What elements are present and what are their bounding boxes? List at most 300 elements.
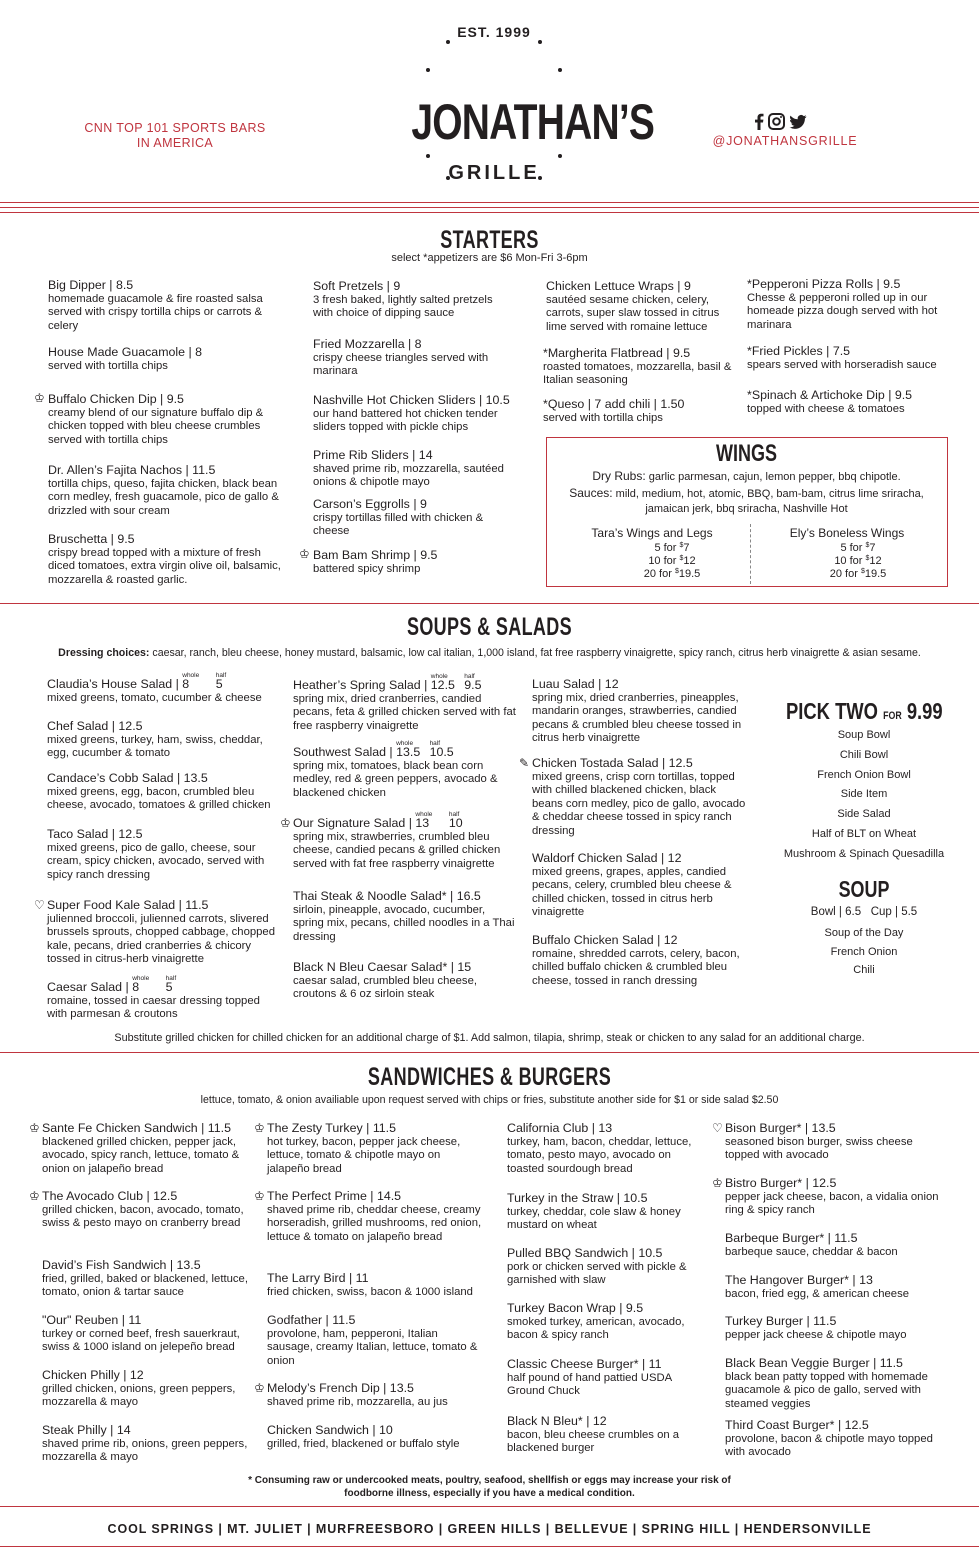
item-name: Bistro Burger* | 12.5 — [725, 1176, 837, 1190]
divider — [0, 202, 979, 203]
item-name: Chicken Philly | 12 — [42, 1368, 144, 1382]
wing-price: 12 — [869, 555, 882, 567]
half-price-value: 10 — [448, 816, 463, 830]
item-name: Carson’s Eggrolls | 9 — [313, 497, 427, 511]
sauces-text-2: jamaican jerk, bbq sriracha, Nashville Hot — [645, 503, 848, 515]
item-name — [47, 771, 282, 786]
item-name: The Perfect Prime | 14.5 — [267, 1189, 402, 1203]
item-desc: pepper jack cheese & chipotle mayo — [725, 1329, 907, 1341]
item-desc: half pound of hand pattied USDA Ground Chuck — [507, 1372, 672, 1398]
item-name — [47, 898, 282, 913]
locations: COOL SPRINGS | MT. JULIET | MURFREESBORO | GREEN HILLS | BELLEVUE | SPRING HILL | HENDERSONVILLE — [107, 1522, 872, 1536]
item-name: Bruschetta | 9.5 — [48, 532, 135, 546]
sauces-label: Sauces: — [569, 486, 613, 500]
item-desc: homemade guacamole & fire roasted salsa served with crispy tortilla chips or carrots & celery — [48, 293, 263, 332]
item-name: Fried Mozzarella | 8 — [313, 337, 422, 351]
item-desc: mixed greens, turkey, ham, swiss, cheddar, egg, cucumber & tomato — [47, 734, 263, 760]
menu-item — [747, 388, 952, 416]
menu-item — [293, 889, 518, 944]
chef-hat-icon: ♔ — [254, 1381, 265, 1395]
menu-item — [267, 1381, 482, 1409]
item-name-text: Super Food Kale Salad | 11.5 — [47, 898, 209, 912]
bowl-label: Bowl — [810, 906, 836, 918]
item-name — [47, 975, 282, 995]
dollar-sign: $ — [860, 568, 865, 575]
divider — [0, 1506, 979, 1507]
item-desc: sirloin, pineapple, avocado, cucumber, spring mix, pecans, chilled noodles in a Thai dressing — [293, 904, 515, 943]
menu-item — [725, 1176, 950, 1218]
logo-dot — [426, 68, 430, 72]
item-name — [293, 960, 518, 975]
whole-price-value: 8 — [132, 980, 140, 994]
item-desc: grilled chicken, onions, green peppers, mozzarella & mayo — [42, 1383, 236, 1409]
item-name: Soft Pretzels | 9 — [313, 279, 401, 293]
item-desc: turkey, cheddar, cole slaw & honey mustard on wheat — [507, 1206, 681, 1232]
chef-hat-icon: ♔ — [29, 1189, 40, 1203]
menu-item — [267, 1189, 482, 1244]
item-name: "Our" Reuben | 11 — [42, 1313, 142, 1327]
item-desc: pork or chicken served with pickle & garnished with slaw — [507, 1261, 687, 1287]
twitter-icon[interactable] — [789, 114, 807, 130]
menu-item — [293, 811, 518, 871]
logo-grille: GRILLE — [448, 162, 540, 184]
whole-price — [182, 672, 212, 692]
item-name: Nashville Hot Chicken Sliders | 10.5 — [313, 393, 510, 407]
item-desc: fried chicken, swiss, bacon & 1000 island — [267, 1286, 473, 1298]
wing-price: 7 — [869, 542, 876, 554]
dollar-sign: $ — [679, 542, 684, 549]
item-name-text: Southwest Salad | — [293, 745, 393, 759]
item-name-text: Luau Salad | 12 — [532, 677, 619, 691]
item-name: California Club | 13 — [507, 1121, 613, 1135]
wing-count: 5 for — [654, 542, 677, 554]
item-name — [47, 719, 282, 734]
sauces-text: mild, medium, hot, atomic, BBQ, bam-bam, citrus lime sriracha, — [615, 488, 924, 500]
menu-item — [313, 393, 528, 435]
chef-hat-icon: ♔ — [712, 1176, 723, 1190]
item-name-text: Thai Steak & Noodle Salad* | 16.5 — [293, 889, 481, 903]
item-desc: blackened grilled chicken, pepper jack, avocado, spicy ranch, lettuce, tomato & onion on jalapeño bread — [42, 1136, 240, 1175]
menu-item — [313, 548, 513, 576]
pick-two-price: 9.99 — [906, 698, 943, 724]
wing-price: 7 — [683, 542, 690, 554]
advisory-line-2: foodborne illness, especially if you have a medical condition. — [344, 1488, 635, 1499]
soup-item: Chili — [853, 964, 875, 976]
knife-icon: ✎ — [519, 756, 530, 770]
item-name-text: Caesar Salad | — [47, 980, 129, 994]
item-desc: topped with cheese & tomatoes — [747, 403, 905, 415]
item-desc: crispy cheese triangles served with marinara — [313, 352, 489, 378]
item-name-text: Claudia’s House Salad | — [47, 677, 179, 691]
menu-item — [725, 1356, 950, 1411]
item-desc: smoked turkey, american, avocado, bacon & spicy ranch — [507, 1316, 685, 1342]
whole-label: whole — [430, 673, 448, 680]
menu-item — [267, 1121, 482, 1176]
half-price-value: 9.5 — [464, 678, 482, 692]
whole-label: whole — [415, 811, 433, 818]
item-name: Pulled BBQ Sandwich | 10.5 — [507, 1246, 663, 1260]
wing-count: 20 for — [829, 568, 858, 580]
item-desc: 3 fresh baked, lightly salted pretzels with choice of dipping sauce — [313, 294, 493, 320]
heart-icon: ♡ — [712, 1121, 723, 1135]
wing-count: 10 for — [648, 555, 677, 567]
menu-item — [507, 1414, 707, 1456]
menu-item — [725, 1231, 950, 1259]
menu-item — [42, 1423, 257, 1465]
menu-item — [293, 740, 518, 800]
instagram-icon[interactable] — [768, 113, 785, 130]
chef-hat-icon: ♔ — [254, 1189, 265, 1203]
pick-two-item: Half of BLT on Wheat — [811, 828, 917, 840]
item-name-text: Heather’s Spring Salad | — [293, 678, 428, 692]
menu-item — [313, 337, 513, 379]
menu-item — [48, 463, 293, 518]
menu-item — [532, 677, 747, 746]
whole-price — [415, 811, 445, 831]
item-desc: hot turkey, bacon, pepper jack cheese, lettuce, tomato & chipotle mayo on jalapeño bread — [267, 1136, 461, 1175]
menu-item — [47, 898, 282, 967]
wing-count: 20 for — [643, 568, 672, 580]
menu-item — [543, 346, 738, 388]
item-name — [293, 740, 518, 760]
half-price-value: 5 — [215, 677, 223, 691]
item-desc: roasted tomatoes, mozzarella, basil & Italian seasoning — [543, 361, 732, 387]
item-desc: spring mix, dried cranberries, pineapples, mandarin oranges, strawberries, candied pecans & crumbled bleu cheese tossed in citrus herb vinaigrette — [532, 692, 742, 745]
menu-item — [48, 392, 288, 447]
menu-item — [725, 1418, 950, 1460]
chef-hat-icon: ♔ — [254, 1121, 265, 1135]
wings-box — [546, 437, 948, 587]
item-desc: crispy bread topped with a mixture of fresh diced tomatoes, extra virgin olive oil, balsamic, mozzarella & roasted garlic. — [48, 547, 281, 586]
menu-item — [725, 1314, 950, 1342]
logo-dot — [558, 68, 562, 72]
menu-item — [42, 1258, 257, 1300]
chef-hat-icon: ♔ — [299, 547, 310, 561]
menu-item — [507, 1191, 707, 1233]
item-name: Turkey Bacon Wrap | 9.5 — [507, 1301, 644, 1315]
item-desc: crispy tortillas filled with chicken & cheese — [313, 512, 484, 538]
item-name: Barbeque Burger* | 11.5 — [725, 1231, 858, 1245]
half-price-value: 10.5 — [429, 745, 454, 759]
sandwiches-title: SANDWICHES & BURGERS — [367, 1063, 612, 1091]
item-desc: mixed greens, pico de gallo, cheese, sour cream, spicy chicken, avocado, served with spicy ranch dressing — [47, 842, 265, 881]
social-icons — [754, 113, 807, 130]
menu-item — [725, 1121, 950, 1163]
menu-item — [48, 278, 288, 333]
logo-est: EST. 1999 — [457, 24, 531, 40]
item-name — [293, 673, 518, 693]
item-name — [532, 851, 747, 866]
dollar-sign: $ — [674, 568, 679, 575]
menu-item — [267, 1423, 482, 1451]
starters-subtitle: select *appetizers are $6 Mon-Fri 3-6pm — [391, 252, 588, 264]
cup-price: 5.5 — [901, 906, 918, 918]
item-name: Bam Bam Shrimp | 9.5 — [313, 548, 438, 562]
item-desc: sautéed sesame chicken, celery, carrots, super slaw tossed in citrus lime served with romaine lettuce — [546, 294, 720, 333]
divider — [0, 1052, 979, 1053]
chef-hat-icon: ♔ — [34, 391, 45, 405]
whole-label: whole — [132, 975, 150, 982]
item-desc: mixed greens, tomato, cucumber & cheese — [47, 692, 262, 704]
item-desc: provolone, bacon & chipotle mayo topped with avocado — [725, 1433, 933, 1459]
item-desc: spring mix, tomatoes, black bean corn medley, red & green peppers, avocado & blackened chicken — [293, 760, 498, 799]
logo — [388, 16, 655, 196]
item-name: Turkey in the Straw | 10.5 — [507, 1191, 648, 1205]
divider — [0, 603, 979, 604]
menu-item — [747, 277, 947, 332]
item-name: David’s Fish Sandwich | 13.5 — [42, 1258, 201, 1272]
item-name-text: Chef Salad | 12.5 — [47, 719, 143, 733]
menu-item — [507, 1301, 707, 1343]
advisory-line-1: * Consuming raw or undercooked meats, poultry, seafood, shellfish or eggs may increase your risk of — [248, 1475, 731, 1486]
soup-prices: Bowl | 6.5 Cup | 5.5 — [810, 906, 918, 918]
menu-item — [543, 397, 738, 425]
item-desc: grilled chicken, bacon, avocado, tomato, swiss & pesto mayo on cranberry bread — [42, 1204, 244, 1230]
whole-price — [396, 740, 426, 760]
wing-count: 5 for — [840, 542, 863, 554]
wing-price: 12 — [683, 555, 696, 567]
item-name: Bison Burger* | 13.5 — [725, 1121, 836, 1135]
wing-price-row — [617, 568, 727, 580]
wing-price-row — [803, 568, 913, 580]
pick-two-item: French Onion Bowl — [817, 768, 911, 781]
soup-item: French Onion — [830, 945, 898, 958]
item-name — [532, 677, 747, 692]
menu-item — [293, 960, 518, 1002]
soup-item: Soup of the Day — [824, 927, 904, 939]
half-price — [429, 740, 454, 760]
menu-item — [47, 672, 282, 705]
item-name: Melody’s French Dip | 13.5 — [267, 1381, 414, 1395]
menu-item — [42, 1121, 257, 1176]
whole-label: whole — [182, 672, 200, 679]
item-desc: pepper jack cheese, bacon, a vidalia onion ring & spicy ranch — [725, 1191, 939, 1217]
menu-item — [267, 1313, 482, 1368]
wings-title: WINGS — [715, 440, 777, 467]
wing-price-row — [803, 555, 913, 567]
pick-two-item: Side Salad — [837, 808, 891, 821]
logo-dot — [426, 154, 430, 158]
item-name: The Avocado Club | 12.5 — [42, 1189, 178, 1203]
item-name — [532, 756, 747, 771]
item-desc: mixed greens, egg, bacon, crumbled bleu cheese, avocado, tomatoes & grilled chicken — [47, 786, 271, 812]
item-desc: romaine, tossed in caesar dressing topped with parmesan & croutons — [47, 995, 260, 1021]
item-name: The Hangover Burger* | 13 — [725, 1273, 873, 1287]
item-name: The Larry Bird | 11 — [267, 1271, 369, 1285]
half-label: half — [165, 975, 177, 982]
menu-item — [747, 344, 952, 372]
logo-name: JONATHAN’S — [411, 94, 655, 150]
menu-item — [313, 279, 513, 321]
item-name: Big Dipper | 8.5 — [48, 278, 134, 292]
whole-price-value: 13.5 — [396, 745, 421, 759]
sandwiches-subtitle: lettuce, tomato, & onion availiable upon request served with chips or fries, substitute another side for $1 or side salad $2.50 — [200, 1094, 779, 1106]
item-name-text: Waldorf Chicken Salad | 12 — [532, 851, 682, 865]
menu-item — [47, 975, 282, 1022]
starters-title: STARTERS — [440, 226, 539, 254]
wings-divider — [750, 524, 751, 584]
divider — [0, 212, 979, 213]
item-name: Buffalo Chicken Dip | 9.5 — [48, 392, 184, 406]
item-desc: shaved prime rib, cheddar cheese, creamy horseradish, grilled mushrooms, red onion, lettuce & tomato on jalapeño bread — [267, 1204, 482, 1243]
half-label: half — [429, 740, 441, 747]
item-desc: our hand battered hot chicken tender sliders topped with pickle chips — [313, 408, 498, 434]
item-desc: spring mix, strawberries, crumbled bleu cheese, candied pecans & grilled chicken served with fat free raspberry vinaigrette — [293, 831, 501, 870]
bowl-price: 6.5 — [845, 906, 862, 918]
pick-two-for: FOR — [883, 710, 902, 722]
item-name: The Zesty Turkey | 11.5 — [267, 1121, 397, 1135]
logo-dot — [538, 40, 542, 44]
wing-count: 10 for — [834, 555, 863, 567]
menu-item — [532, 756, 747, 838]
item-desc: bacon, fried egg, & american cheese — [725, 1288, 909, 1300]
item-name — [293, 889, 518, 904]
logo-dot — [558, 154, 562, 158]
item-name: Chicken Lettuce Wraps | 9 — [546, 279, 691, 293]
tagline-line-1: CNN TOP 101 SPORTS BARS — [84, 121, 266, 135]
item-name — [532, 933, 747, 948]
item-desc: served with tortilla chips — [543, 412, 663, 424]
facebook-icon[interactable] — [754, 113, 764, 130]
item-desc: mixed greens, grapes, apples, candied pecans, celery, crumbled bleu cheese & chilled chicken, tossed in citrus herb vinaigrette — [532, 866, 732, 919]
social-handle[interactable]: @JONATHANSGRILLE — [712, 134, 858, 148]
divider — [0, 207, 979, 208]
chef-hat-icon: ♔ — [29, 1121, 40, 1135]
pick-two-item: Mushroom & Spinach Quesadilla — [783, 847, 945, 860]
menu-item — [42, 1313, 257, 1355]
item-name-text: Candace’s Cobb Salad | 13.5 — [47, 771, 208, 785]
menu-item — [267, 1271, 482, 1299]
substitute-note: Substitute grilled chicken for chilled chicken for an additional charge of $1. Add salmon, tilapia, shrimp, steak or chicken to any salad for an additional charge. — [114, 1032, 865, 1044]
item-name: Steak Philly | 14 — [42, 1423, 131, 1437]
half-label: half — [464, 673, 475, 680]
item-desc: shaved prime rib, mozzarella, au jus — [267, 1396, 448, 1408]
item-name: *Margherita Flatbread | 9.5 — [543, 346, 691, 360]
menu-item — [42, 1368, 257, 1410]
item-desc: barbeque sauce, cheddar & bacon — [725, 1246, 898, 1258]
item-desc: bacon, bleu cheese crumbles on a blackened burger — [507, 1429, 680, 1455]
half-label: half — [215, 672, 227, 679]
wing-price-row — [617, 555, 727, 567]
item-desc: creamy blend of our signature buffalo dip & chicken topped with bleu cheese crumbles served with tortilla chips — [48, 407, 264, 446]
item-name: *Pepperoni Pizza Rolls | 9.5 — [747, 277, 901, 291]
dollar-sign: $ — [679, 555, 684, 562]
whole-price-value: 13 — [415, 816, 430, 830]
item-name: Black N Bleu* | 12 — [507, 1414, 607, 1428]
dollar-sign: $ — [865, 555, 870, 562]
item-desc: turkey, ham, bacon, cheddar, lettuce, tomato, pesto mayo, avocado on toasted sourdough bread — [507, 1136, 692, 1175]
item-name: Dr. Allen’s Fajita Nachos | 11.5 — [48, 463, 216, 477]
menu-item — [532, 933, 747, 988]
item-name — [47, 827, 282, 842]
pick-two-title: PICK TWO — [786, 698, 878, 724]
item-desc: caesar salad, crumbled bleu cheese, croutons & 6 oz sirloin steak — [293, 975, 477, 1001]
item-name: House Made Guacamole | 8 — [48, 345, 203, 359]
item-name-text: Black N Bleu Caesar Salad* | 15 — [293, 960, 472, 974]
menu-item — [48, 532, 288, 587]
menu-item — [47, 771, 282, 813]
item-desc: seasoned bison burger, swiss cheese topped with avocado — [725, 1136, 913, 1162]
taras-wings-title: Tara’s Wings and Legs — [591, 526, 713, 540]
tagline-line-2: IN AMERICA — [136, 136, 214, 150]
whole-label: whole — [396, 740, 414, 747]
dollar-sign: $ — [865, 542, 870, 549]
wing-price: 19.5 — [864, 568, 887, 580]
item-name: *Queso | 7 add chili | 1.50 — [543, 397, 685, 411]
half-price — [448, 811, 473, 831]
cup-label: Cup — [870, 906, 892, 918]
elys-wings-title: Ely’s Boneless Wings — [789, 526, 905, 540]
dressing-choices — [0, 647, 979, 659]
menu-item — [47, 827, 282, 882]
consumer-advisory — [0, 1474, 979, 1500]
wing-price: 19.5 — [678, 568, 701, 580]
divider — [0, 1546, 979, 1547]
menu-item — [293, 673, 518, 733]
wings-sauces — [547, 486, 946, 500]
half-price-value: 5 — [165, 980, 173, 994]
item-desc: served with tortilla chips — [48, 360, 168, 372]
item-name: Classic Cheese Burger* | 11 — [507, 1357, 662, 1371]
item-name: Chicken Sandwich | 10 — [267, 1423, 393, 1437]
menu-item — [507, 1357, 707, 1399]
soup-title: SOUP — [838, 876, 890, 902]
tagline — [72, 121, 278, 151]
item-name-text: Buffalo Chicken Salad | 12 — [532, 933, 678, 947]
item-desc: turkey or corned beef, fresh sauerkraut, swiss & 1000 island on jelepeño bread — [42, 1328, 240, 1354]
dry-rubs-text: garlic parmesan, cajun, lemon pepper, bbq chipotle. — [648, 471, 901, 483]
dry-rubs-label: Dry Rubs: — [592, 469, 646, 483]
wing-price-row — [803, 542, 913, 554]
item-name-text: Our Signature Salad | — [293, 816, 412, 830]
half-price — [215, 672, 240, 692]
menu-item — [507, 1246, 707, 1288]
dressing-list: caesar, ranch, bleu cheese, honey mustard, balsamic, low cal italian, 1,000 island, fat free raspberry vinaigrette, spicy ranch, citrus herb vinaigrette & asian sesame. — [152, 647, 921, 659]
item-desc: mixed greens, crisp corn tortillas, topped with chilled blackened chicken, black beans corn medley, pico de gallo, avocado & cheddar cheese tossed in spicy ranch dressing — [532, 771, 746, 837]
heart-icon: ♡ — [34, 898, 45, 912]
item-desc: battered spicy shrimp — [313, 563, 421, 575]
half-label: half — [448, 811, 460, 818]
menu-item — [725, 1273, 950, 1301]
logo-dot — [446, 40, 450, 44]
item-name: Godfather | 11.5 — [267, 1313, 356, 1327]
menu-item — [313, 497, 513, 539]
item-name-text: Taco Salad | 12.5 — [47, 827, 143, 841]
whole-price — [132, 975, 162, 995]
item-name: Turkey Burger | 11.5 — [725, 1314, 837, 1328]
item-desc: provolone, ham, pepperoni, Italian sausage, creamy Italian, lettuce, tomato & onion — [267, 1328, 478, 1367]
item-desc: shaved prime rib, onions, green peppers, mozzarella & mayo — [42, 1438, 248, 1464]
item-name: Sante Fe Chicken Sandwich | 11.5 — [42, 1121, 231, 1135]
item-desc: julienned broccoli, julienned carrots, slivered brussels sprouts, chopped cabbage, chopped kale, pecans, dried cranberries & chicory tossed in citrus-herb vinaigrette — [47, 913, 275, 966]
menu-item — [532, 851, 747, 920]
item-name-text: Chicken Tostada Salad | 12.5 — [532, 756, 693, 770]
item-desc: spring mix, dried cranberries, candied pecans, feta & grilled chicken served with fat free raspberry vinaigrette — [293, 693, 516, 732]
menu-item — [47, 719, 282, 761]
item-name: *Spinach & Artichoke Dip | 9.5 — [747, 388, 913, 402]
chef-hat-icon: ♔ — [280, 816, 291, 830]
wings-dry-rubs — [547, 469, 946, 483]
item-desc: grilled, fried, blackened or buffalo style — [267, 1438, 460, 1450]
item-desc: tortilla chips, queso, fajita chicken, black bean corn medley, fresh guacamole, pico de gallo & drizzled with sour cream — [48, 478, 279, 517]
item-name: Black Bean Veggie Burger | 11.5 — [725, 1356, 903, 1370]
pick-two-item: Soup Bowl — [837, 729, 891, 741]
item-desc: black bean patty topped with homemade guacamole & pico de gallo, served with steamed veggies — [725, 1371, 928, 1410]
pick-two-item: Chili Bowl — [839, 748, 889, 761]
item-desc: fried, grilled, baked or blackened, lettuce, tomato, onion & tartar sauce — [42, 1273, 248, 1299]
item-name: Prime Rib Sliders | 14 — [313, 448, 433, 462]
menu-item — [42, 1189, 257, 1231]
